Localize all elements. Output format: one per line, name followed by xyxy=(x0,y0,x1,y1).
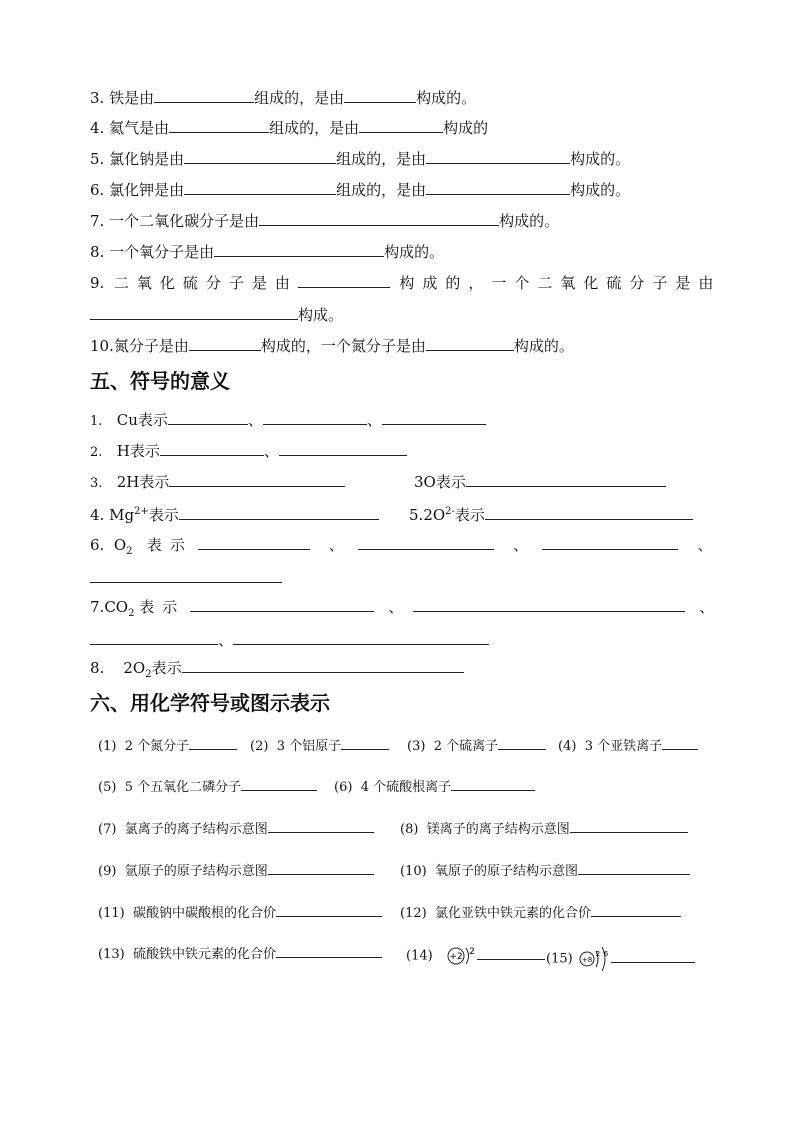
s6-item-5: (5) 5 个五氧化二磷分子 xyxy=(98,777,317,797)
answer-blank[interactable] xyxy=(168,409,248,425)
answer-blank[interactable] xyxy=(179,504,379,520)
answer-blank[interactable] xyxy=(189,736,237,750)
answer-blank[interactable] xyxy=(268,819,374,833)
answer-blank[interactable] xyxy=(268,861,374,875)
answer-blank[interactable] xyxy=(426,179,570,195)
s6-item-4: (4) 3 个亚铁离子 xyxy=(558,736,698,756)
answer-blank[interactable] xyxy=(341,736,389,750)
s5-q7-line-cont: 、 xyxy=(90,629,489,650)
answer-blank[interactable] xyxy=(190,596,374,612)
answer-blank[interactable] xyxy=(198,534,310,550)
answer-blank[interactable] xyxy=(276,944,382,958)
answer-blank[interactable] xyxy=(90,304,298,320)
answer-blank[interactable] xyxy=(477,946,545,960)
nucleus-label: +2 xyxy=(449,952,463,962)
s5-q4-line: 4. $Mg^{2+}$表示 xyxy=(90,502,379,525)
answer-blank[interactable] xyxy=(298,272,390,288)
section6-heading: 六、用化学符号或图示表示 xyxy=(90,691,330,715)
answer-blank[interactable] xyxy=(358,534,494,550)
answer-blank[interactable] xyxy=(90,567,282,583)
q5-line: 5. 氯化钠是由 组成的，是由 构成的。 xyxy=(90,150,631,168)
answer-blank[interactable] xyxy=(189,335,261,351)
q7-line: 7. 一个二氧化碳分子是由 构成的。 xyxy=(90,212,560,230)
s6-item-14: (14) +2 2 xyxy=(406,944,545,968)
answer-blank[interactable] xyxy=(426,335,514,351)
answer-blank[interactable] xyxy=(241,777,317,791)
answer-blank[interactable] xyxy=(263,409,367,425)
q4-line: 4. 氦气是由 组成的，是由 构成的 xyxy=(90,119,489,137)
s6-item-7: (7) 氯离子的离子结构示意图 xyxy=(98,819,374,839)
section5-heading: 五、符号的意义 xyxy=(90,369,230,393)
shell-electron-count: 6 xyxy=(603,950,609,958)
s5-q1-line: 1. Cu表示 、 、 xyxy=(90,409,486,432)
answer-blank[interactable] xyxy=(591,903,681,917)
s6-item-11: (11) 碳酸钠中碳酸根的化合价 xyxy=(98,903,382,923)
s5-q6-line: 6. $O_2$ 表示 、 、 、 xyxy=(90,536,713,557)
s6-item-1: (1) 2 个氮分子 xyxy=(98,736,237,756)
s6-item-8: (8) 镁离子的离子结构示意图 xyxy=(400,819,688,839)
nucleus-label: +8 xyxy=(581,956,592,964)
q8-line: 8. 一个氧分子是由 构成的。 xyxy=(90,243,445,261)
s5-q3-line: 3. 2H表示 xyxy=(90,471,345,494)
answer-blank[interactable] xyxy=(259,210,499,226)
s6-item-12: (12) 氯化亚铁中铁元素的化合价 xyxy=(400,903,681,923)
q9-line-cont: 构成。 xyxy=(90,304,343,325)
q3-line: 3. 铁是由 组成的，是由 构成的。 xyxy=(90,89,477,107)
q6-line: 6. 氯化钾是由 组成的，是由 构成的。 xyxy=(90,181,631,199)
answer-blank[interactable] xyxy=(466,471,666,487)
answer-blank[interactable] xyxy=(662,736,698,750)
s5-q3b-line: 3O表示 xyxy=(414,471,666,492)
atom-structure-diagram-14 xyxy=(445,944,477,968)
answer-blank[interactable] xyxy=(184,179,336,195)
s6-item-10: (10) 氧原子的原子结构示意图 xyxy=(400,861,690,881)
s6-item-13: (13) 硫酸铁中铁元素的化合价 xyxy=(98,944,382,964)
s5-q8-line: 8. $2O_2$表示 xyxy=(90,657,464,685)
answer-blank[interactable] xyxy=(485,504,693,520)
q9-line: 9. 二氧化硫分子是由 构成的，一个二氧化硫分子是由 xyxy=(90,274,722,292)
answer-blank[interactable] xyxy=(182,657,464,673)
s5-q5-line: $5.2O^{2-}$表示 xyxy=(409,502,693,525)
answer-blank[interactable] xyxy=(498,736,546,750)
answer-blank[interactable] xyxy=(184,148,336,164)
answer-blank[interactable] xyxy=(169,471,345,487)
answer-blank[interactable] xyxy=(382,409,486,425)
shell-electron-count: 2 xyxy=(595,950,601,958)
answer-blank[interactable] xyxy=(611,949,695,963)
s6-item-15: (15) +8 2 6 xyxy=(546,944,695,974)
answer-blank[interactable] xyxy=(169,117,269,133)
q10-line: 10.氮分子是由 构成的，一个氮分子是由 构成的。 xyxy=(90,337,574,355)
answer-blank[interactable] xyxy=(359,117,443,133)
answer-blank[interactable] xyxy=(578,861,690,875)
s5-q7-line: $7.CO_2$ 表示 、 、 xyxy=(90,598,715,619)
answer-blank[interactable] xyxy=(233,629,489,645)
s6-item-6: (6) 4 个硫酸根离子 xyxy=(334,777,535,797)
s5-q6-line-cont xyxy=(90,567,282,588)
s5-q2-line: 2. H表示 、 xyxy=(90,440,407,463)
answer-blank[interactable] xyxy=(451,777,535,791)
answer-blank[interactable] xyxy=(214,241,384,257)
answer-blank[interactable] xyxy=(344,87,416,103)
s6-item-3: (3) 2 个硫离子 xyxy=(407,736,546,756)
answer-blank[interactable] xyxy=(160,440,264,456)
answer-blank[interactable] xyxy=(90,629,218,645)
answer-blank[interactable] xyxy=(413,596,685,612)
answer-blank[interactable] xyxy=(279,440,407,456)
s6-item-2: (2) 3 个铝原子 xyxy=(250,736,389,756)
atom-structure-diagram-15 xyxy=(577,944,611,974)
s6-item-9: (9) 氩原子的原子结构示意图 xyxy=(98,861,374,881)
answer-blank[interactable] xyxy=(542,534,678,550)
answer-blank[interactable] xyxy=(276,903,382,917)
answer-blank[interactable] xyxy=(570,819,688,833)
answer-blank[interactable] xyxy=(154,87,254,103)
answer-blank[interactable] xyxy=(426,148,570,164)
shell-electron-count: 2 xyxy=(469,947,475,957)
